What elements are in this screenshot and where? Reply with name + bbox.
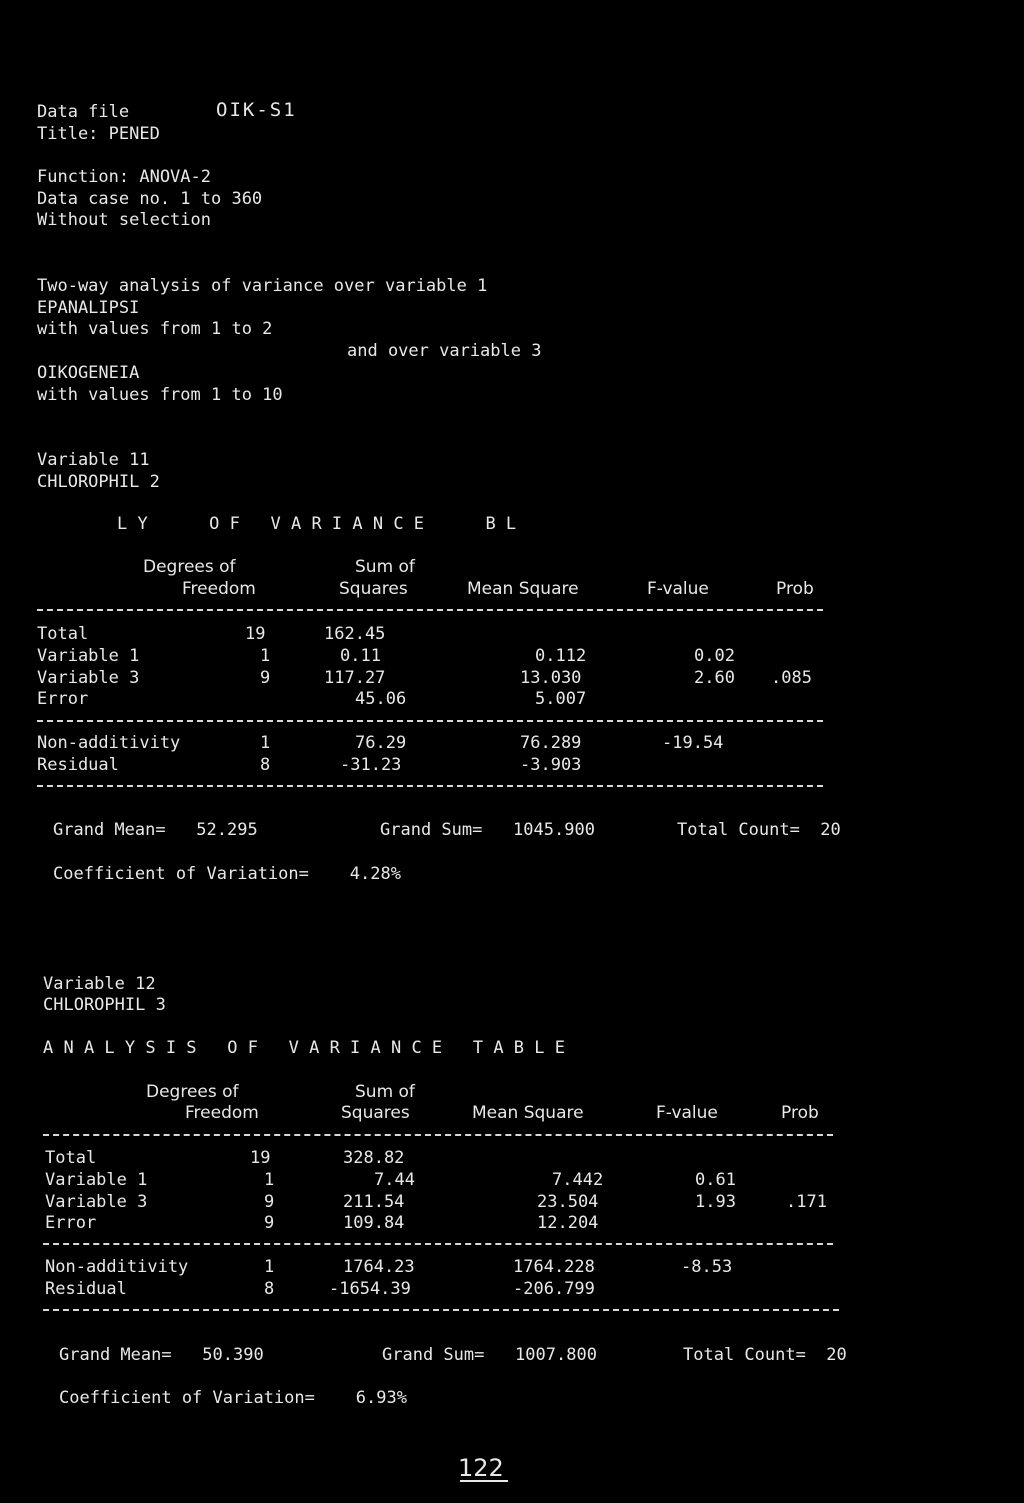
block1-row-nonadd-ms: 76.289: [520, 733, 582, 753]
block1-divider-2: [37, 720, 823, 722]
block2-row-var1-df: 1: [264, 1170, 275, 1190]
block1-table-title: L Y O F V A R I A N C E B L: [117, 514, 517, 534]
block1-header-f: F-value: [647, 579, 709, 599]
block1-variable: Variable 11: [37, 450, 150, 470]
block2-row-residual-label: Residual: [45, 1279, 127, 1299]
block1-row-error-ss: 45.06: [355, 689, 407, 709]
block1-row-nonadd-label: Non-additivity: [37, 733, 181, 753]
block2-variable: Variable 12: [43, 974, 156, 994]
block2-row-var3-label: Variable 3: [45, 1192, 148, 1212]
block2-header-df-top: Degrees of: [146, 1082, 239, 1102]
block2-row-var1-ss: 7.44: [374, 1170, 415, 1190]
block1-row-residual-ms: -3.903: [520, 755, 582, 775]
analysis-line-2: EPANALIPSI: [37, 298, 140, 318]
block1-header-df-bottom: Freedom: [182, 579, 256, 599]
block1-variable-name: CHLOROPHIL 2: [37, 472, 160, 492]
block1-row-var1-label: Variable 1: [37, 646, 140, 666]
block2-row-var3-prob: .171: [786, 1192, 827, 1212]
block2-row-error-df: 9: [264, 1213, 275, 1233]
page-number-underline: [460, 1480, 508, 1482]
block1-row-var3-ms: 13.030: [520, 668, 582, 688]
block2-row-var3-ss: 211.54: [343, 1192, 405, 1212]
block2-row-nonadd-df: 1: [264, 1257, 275, 1277]
title-line: Title: PENED: [37, 124, 160, 144]
page-number: 122: [458, 1454, 504, 1482]
block2-row-error-label: Error: [45, 1213, 97, 1233]
block1-divider-1: [37, 609, 823, 611]
block1-row-total-df: 19: [245, 624, 266, 644]
analysis-line-1: Two-way analysis of variance over variable 1: [37, 276, 488, 296]
analysis-line-5: OIKOGENEIA: [37, 363, 140, 383]
block2-header-ms: Mean Square: [472, 1103, 584, 1123]
block1-coef-var: Coefficient of Variation= 4.28%: [53, 864, 401, 884]
block1-total-count: Total Count= 20: [677, 820, 841, 840]
analysis-line-6: with values from 1 to 10: [37, 385, 283, 405]
block1-header-ss-bottom: Squares: [339, 579, 408, 599]
block2-header-ss-top: Sum of: [355, 1082, 415, 1102]
block1-row-var3-df: 9: [260, 668, 271, 688]
block2-total-count: Total Count= 20: [683, 1345, 847, 1365]
block2-variable-name: CHLOROPHIL 3: [43, 995, 166, 1015]
block1-row-residual-ss: -31.23: [340, 755, 402, 775]
block2-row-residual-ms: -206.799: [513, 1279, 595, 1299]
block2-header-df-bottom: Freedom: [185, 1103, 259, 1123]
block2-divider-1: [43, 1134, 833, 1136]
block1-row-var3-f: 2.60: [694, 668, 735, 688]
block2-row-total-ss: 328.82: [343, 1148, 405, 1168]
block1-row-var1-df: 1: [260, 646, 271, 666]
block2-row-var1-ms: 7.442: [552, 1170, 604, 1190]
block2-coef-var: Coefficient of Variation= 6.93%: [59, 1388, 407, 1408]
block2-row-var3-f: 1.93: [695, 1192, 736, 1212]
block2-divider-3: [43, 1309, 839, 1311]
block1-row-total-ss: 162.45: [324, 624, 386, 644]
block1-row-error-ms: 5.007: [535, 689, 587, 709]
block2-header-prob: Prob: [781, 1103, 819, 1123]
block1-header-ss-top: Sum of: [355, 557, 415, 577]
block1-row-var1-ss: 0.11: [340, 646, 381, 666]
block1-row-residual-df: 8: [260, 755, 271, 775]
block1-row-var3-label: Variable 3: [37, 668, 140, 688]
block2-grand-sum: Grand Sum= 1007.800: [382, 1345, 597, 1365]
block1-header-prob: Prob: [776, 579, 814, 599]
function-line: Function: ANOVA-2: [37, 167, 211, 187]
block2-header-f: F-value: [656, 1103, 718, 1123]
case-range-line: Data case no. 1 to 360: [37, 189, 263, 209]
block2-table-title: A N A L Y S I S O F V A R I A N C E T A B L E: [43, 1038, 565, 1058]
block2-grand-mean: Grand Mean= 50.390: [59, 1345, 264, 1365]
block1-row-nonadd-df: 1: [260, 733, 271, 753]
block2-row-var3-ms: 23.504: [537, 1192, 599, 1212]
block1-row-nonadd-ss: 76.29: [355, 733, 407, 753]
block1-header-df-top: Degrees of: [143, 557, 236, 577]
block1-row-error-label: Error: [37, 689, 89, 709]
block1-header-ms: Mean Square: [467, 579, 579, 599]
data-file-id: OIK-S1: [216, 99, 297, 121]
block2-header-ss-bottom: Squares: [341, 1103, 410, 1123]
block2-row-error-ms: 12.204: [537, 1213, 599, 1233]
block2-row-var1-f: 0.61: [695, 1170, 736, 1190]
block1-row-residual-label: Residual: [37, 755, 119, 775]
block1-row-var1-f: 0.02: [694, 646, 735, 666]
selection-line: Without selection: [37, 210, 211, 230]
block1-row-total-label: Total: [37, 624, 89, 644]
block1-row-nonadd-f: -19.54: [662, 733, 724, 753]
block1-row-var1-ms: 0.112: [535, 646, 587, 666]
data-file-label: Data file: [37, 102, 130, 122]
block2-row-nonadd-ms: 1764.228: [513, 1257, 595, 1277]
block1-row-var3-ss: 117.27: [324, 668, 386, 688]
block2-row-total-df: 19: [250, 1148, 271, 1168]
block2-row-residual-df: 8: [264, 1279, 275, 1299]
block2-row-residual-ss: -1654.39: [329, 1279, 411, 1299]
block1-grand-sum: Grand Sum= 1045.900: [380, 820, 595, 840]
block2-row-nonadd-f: -8.53: [681, 1257, 733, 1277]
block2-row-var3-df: 9: [264, 1192, 275, 1212]
block1-divider-3: [37, 785, 823, 787]
block2-row-error-ss: 109.84: [343, 1213, 405, 1233]
block2-row-total-label: Total: [45, 1148, 97, 1168]
block2-row-nonadd-label: Non-additivity: [45, 1257, 189, 1277]
block1-grand-mean: Grand Mean= 52.295: [53, 820, 258, 840]
block2-row-var1-label: Variable 1: [45, 1170, 148, 1190]
block1-row-var3-prob: .085: [771, 668, 812, 688]
analysis-line-4: and over variable 3: [347, 341, 542, 361]
block2-row-nonadd-ss: 1764.23: [343, 1257, 415, 1277]
block2-divider-2: [43, 1243, 833, 1245]
analysis-line-3: with values from 1 to 2: [37, 319, 273, 339]
